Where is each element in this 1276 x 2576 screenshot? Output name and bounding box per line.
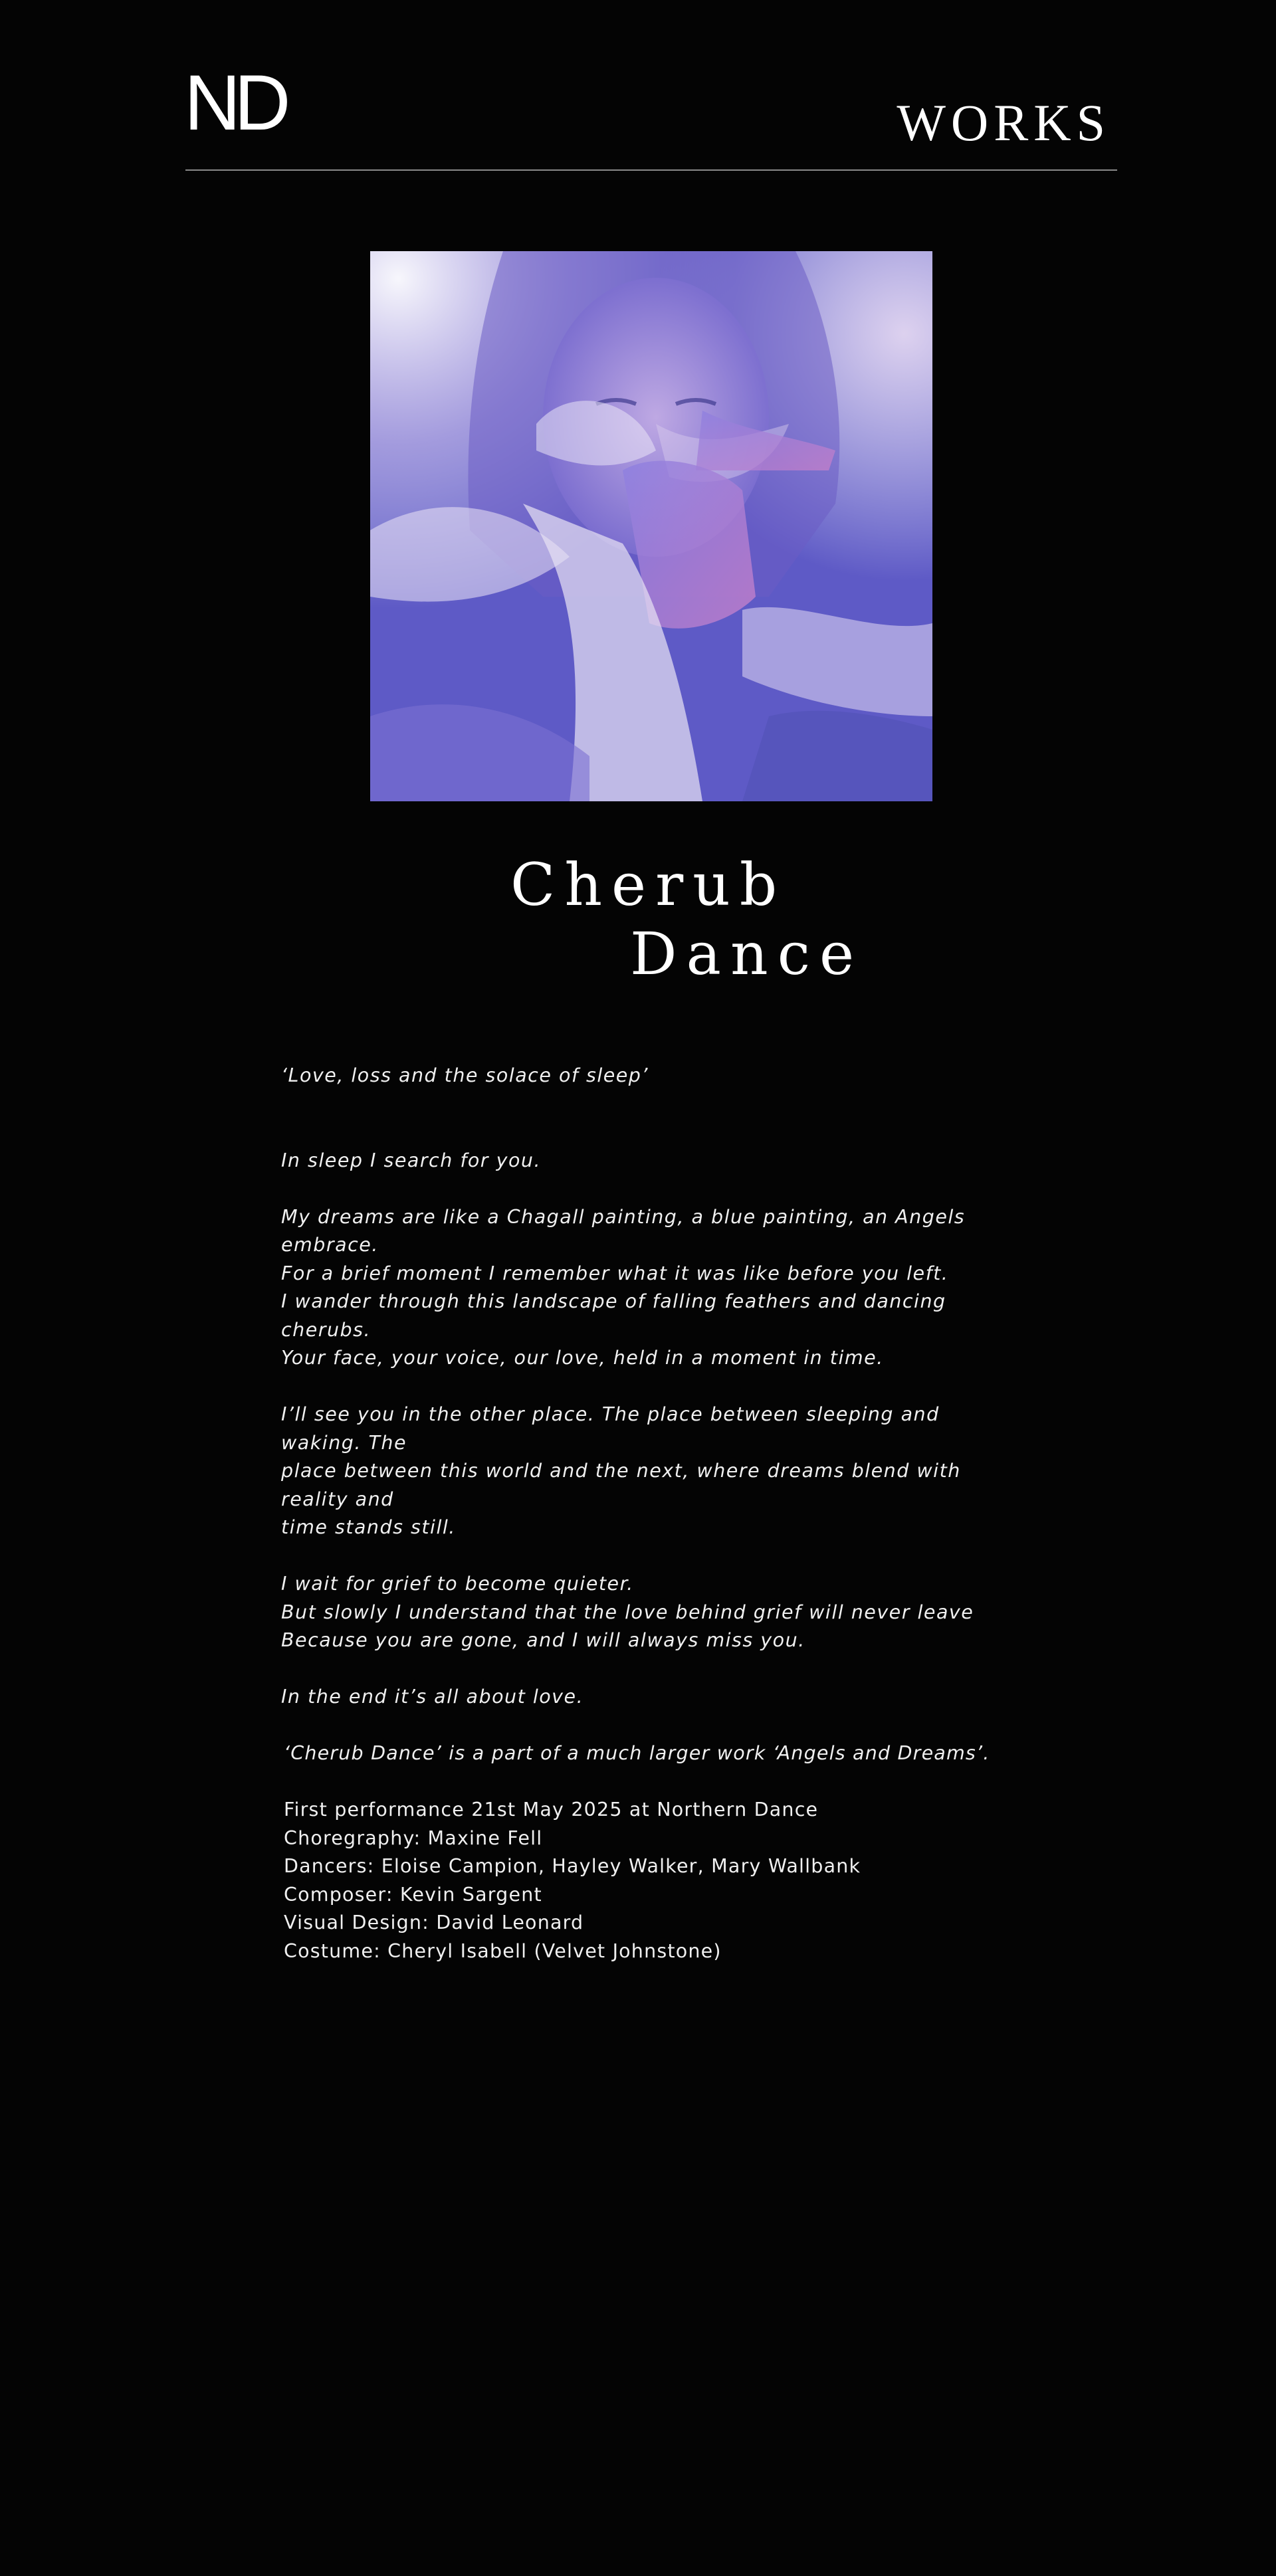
credit-line: Dancers: Eloise Campion, Hayley Walker, Mary Wallbank — [284, 1855, 861, 1877]
credit-line: Choregraphy: Maxine Fell — [284, 1827, 543, 1849]
header-divider — [185, 169, 1117, 171]
credit-line: First performance 21st May 2025 at Northern Dance — [284, 1799, 819, 1821]
title-line-1: Cherub — [510, 850, 787, 919]
credit-line: Costume: Cheryl Isabell (Velvet Johnstone) — [284, 1939, 722, 1962]
poem-stanza: I wait for grief to become quieter. But slowly I understand that the love behind grief will never leave Because you are gone, and I will always miss you. — [281, 1573, 974, 1651]
poem-stanza: My dreams are like a Chagall painting, a blue painting, an Angels embrace. For a brief moment I remember what it was like before you left. I wander through this landscape of falling feathers and dancing cherubs. Your face, your voice, our love, held in a moment in time. — [281, 1205, 966, 1369]
poem-stanza: I’ll see you in the other place. The place between sleeping and waking. The place between this world and the next, where dreams blend with reality and time stands still. — [281, 1403, 961, 1538]
hero-photo-illustration — [370, 251, 932, 801]
credit-line: Visual Design: David Leonard — [284, 1912, 584, 1933]
title-line-2: Dance — [630, 920, 864, 988]
poem-section — [281, 1062, 1012, 1739]
site-header — [184, 0, 1117, 171]
credits-section — [284, 1739, 1015, 1965]
site-logo[interactable]: ND — [184, 59, 284, 147]
poem-stanza: In the end it’s all about love. — [281, 1686, 584, 1708]
poem-stanza: In sleep I search for you. — [281, 1149, 542, 1171]
credits-intro: ‘Cherub Dance’ is a part of a much larger work ‘Angels and Dreams’. — [284, 1742, 990, 1764]
poem-subtitle: ‘Love, loss and the solace of sleep’ — [281, 1064, 649, 1086]
credit-line: Composer: Kevin Sargent — [284, 1883, 542, 1906]
hero-image — [370, 251, 932, 801]
nav-link-works[interactable]: WORKS — [897, 94, 1111, 151]
